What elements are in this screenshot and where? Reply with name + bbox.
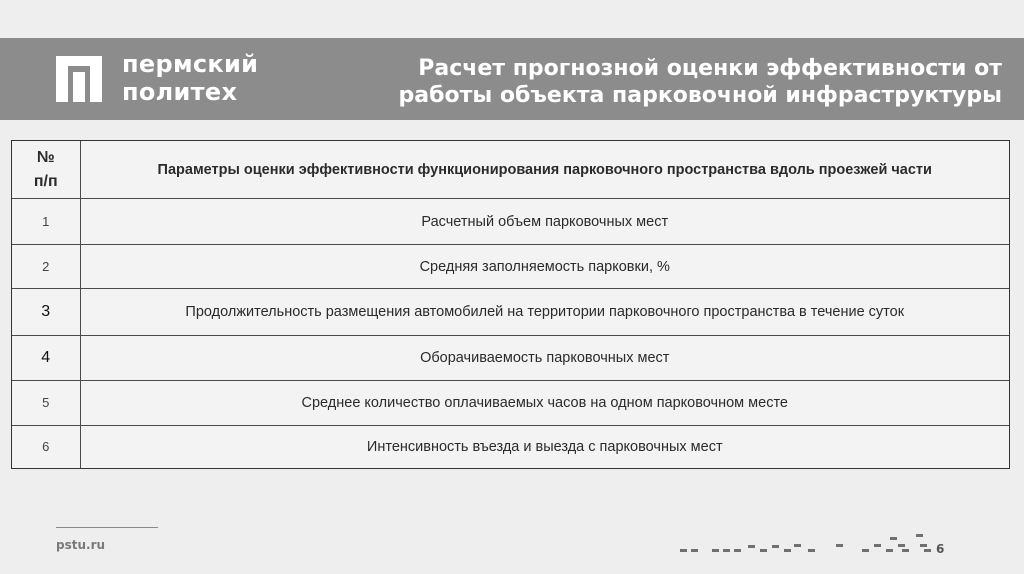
row-number: 4 — [12, 336, 80, 381]
header-num-cell — [12, 141, 80, 199]
decorative-dashes-icon — [676, 532, 966, 558]
header-param-cell: Параметры оценки эффективности функционирования парковочного пространства вдоль проезжей части — [80, 141, 1009, 199]
row-text: Оборачиваемость парковочных мест — [80, 336, 1009, 381]
page-number: 6 — [936, 542, 945, 556]
table-row — [12, 426, 1009, 469]
slide-title — [399, 55, 1002, 109]
logo-line-2: политех — [122, 78, 238, 106]
header-bar — [0, 38, 1024, 120]
table-row — [12, 381, 1009, 426]
row-text: Средняя заполняемость парковки, % — [80, 245, 1009, 289]
polytech-logo-icon — [56, 56, 102, 102]
table-row — [12, 336, 1009, 381]
row-number: 1 — [12, 199, 80, 245]
row-text: Продолжительность размещения автомобилей на территории парковочного пространства в течение суток — [80, 289, 1009, 336]
row-text: Среднее количество оплачиваемых часов на одном парковочном месте — [80, 381, 1009, 426]
footer-divider — [56, 527, 158, 528]
row-number: 6 — [12, 426, 80, 469]
row-number: 3 — [12, 289, 80, 336]
slide-title-line-1: Расчет прогнозной оценки эффективности от — [418, 56, 1002, 81]
logo-text — [122, 50, 258, 106]
table-row — [12, 245, 1009, 289]
row-text: Интенсивность въезда и выезда с парковочных мест — [80, 426, 1009, 469]
header-num-label: п/п — [33, 172, 58, 190]
logo-line-1: пермский — [122, 50, 259, 78]
parameters-table — [11, 140, 1010, 469]
footer-site: pstu.ru — [56, 538, 106, 552]
header-num-symbol: № — [36, 148, 55, 166]
row-text: Расчетный объем парковочных мест — [80, 199, 1009, 245]
table-row — [12, 199, 1009, 245]
table-row — [12, 289, 1009, 336]
table-header-row — [12, 141, 1009, 199]
slide-title-line-2: работы объекта парковочной инфраструктуры — [398, 83, 1002, 108]
row-number: 2 — [12, 245, 80, 289]
row-number: 5 — [12, 381, 80, 426]
